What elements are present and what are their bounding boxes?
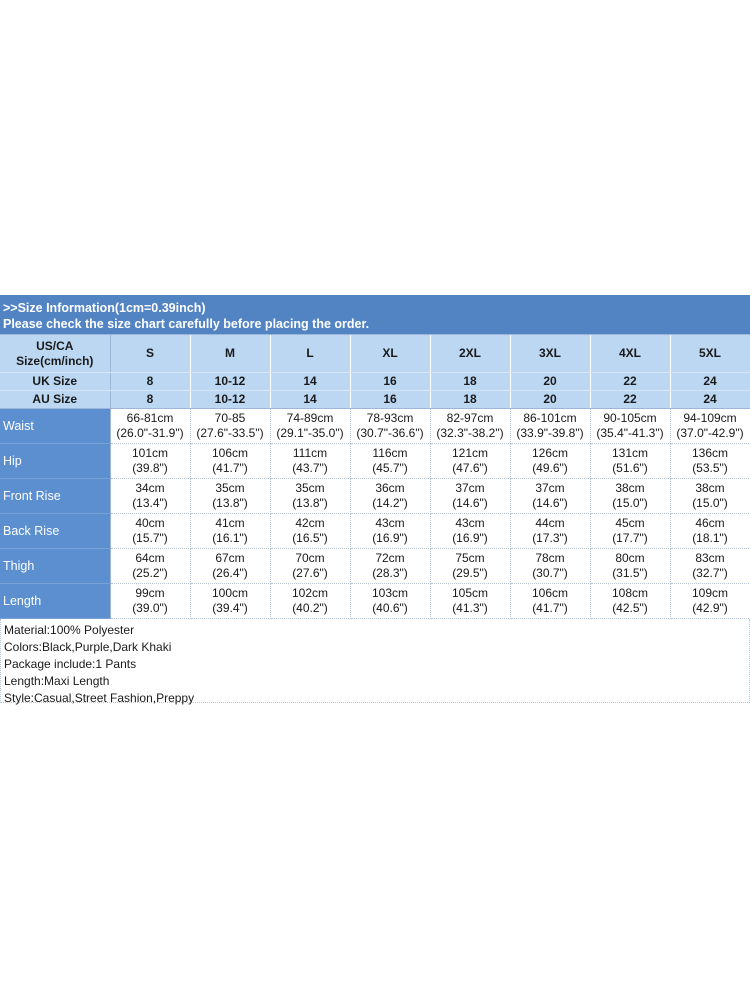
measurement-cell xyxy=(350,549,430,584)
cm-value: 90-105cm xyxy=(603,411,657,425)
uk-size-0: 8 xyxy=(110,373,190,391)
measurement-cell xyxy=(110,444,190,479)
cm-value: 108cm xyxy=(611,586,649,600)
inch-value: (43.7") xyxy=(292,461,328,475)
inch-value: (14.2") xyxy=(372,496,408,510)
inch-value: (27.6") xyxy=(292,566,328,580)
inch-value: (29.1"-35.0") xyxy=(276,426,344,440)
cm-value: 105cm xyxy=(451,586,489,600)
cm-value: 66-81cm xyxy=(126,411,174,425)
cm-value: 74-89cm xyxy=(286,411,334,425)
measurement-cell xyxy=(430,514,510,549)
measurement-cell xyxy=(430,444,510,479)
inch-value: (45.7") xyxy=(372,461,408,475)
inch-value: (16.9") xyxy=(452,531,488,545)
inch-value: (16.1") xyxy=(212,531,248,545)
inch-value: (32.7") xyxy=(692,566,728,580)
uk-size-7: 24 xyxy=(670,373,750,391)
cm-value: 101cm xyxy=(131,446,169,460)
info-line: Length:Maxi Length xyxy=(4,674,110,688)
cm-value: 41cm xyxy=(215,516,245,530)
cm-value: 44cm xyxy=(535,516,565,530)
cm-value: 43cm xyxy=(455,516,485,530)
inch-value: (32.3"-38.2") xyxy=(436,426,504,440)
inch-value: (14.6") xyxy=(452,496,488,510)
inch-value: (15.7") xyxy=(132,531,168,545)
cm-value: 43cm xyxy=(375,516,405,530)
au-size-2: 14 xyxy=(270,391,350,409)
us-size-1: M xyxy=(190,335,270,373)
inch-value: (33.9"-39.8") xyxy=(516,426,584,440)
measurement-cell xyxy=(670,549,750,584)
inch-value: (27.6"-33.5") xyxy=(196,426,264,440)
measurement-cell xyxy=(510,444,590,479)
inch-value: (40.2") xyxy=(292,601,328,615)
info-line: Package include:1 Pants xyxy=(4,657,137,671)
us-size-3: XL xyxy=(350,335,430,373)
au-size-label: AU Size xyxy=(0,391,110,409)
uk-size-label: UK Size xyxy=(0,373,110,391)
measurement-cell xyxy=(270,584,350,619)
cm-value: 46cm xyxy=(695,516,725,530)
inch-value: (26.4") xyxy=(212,566,248,580)
inch-value: (17.7") xyxy=(612,531,648,545)
measurement-cell xyxy=(350,514,430,549)
size-info-banner xyxy=(0,295,750,335)
au-size-3: 16 xyxy=(350,391,430,409)
uk-size-header-row xyxy=(0,373,750,391)
inch-value: (29.5") xyxy=(452,566,488,580)
measurement-label: Hip xyxy=(0,444,110,479)
measurement-cell xyxy=(510,549,590,584)
inch-value: (53.5") xyxy=(692,461,728,475)
cm-value: 116cm xyxy=(372,446,408,460)
us-size-5: 3XL xyxy=(510,335,590,373)
us-size-7: 5XL xyxy=(670,335,750,373)
measurement-cell xyxy=(270,444,350,479)
cm-value: 94-109cm xyxy=(683,411,737,425)
inch-value: (13.8") xyxy=(212,496,248,510)
measurement-cell xyxy=(110,479,190,514)
cm-value: 86-101cm xyxy=(523,411,577,425)
inch-value: (25.2") xyxy=(132,566,168,580)
measurement-cell xyxy=(590,409,670,444)
cm-value: 106cm xyxy=(531,586,569,600)
inch-value: (18.1") xyxy=(692,531,728,545)
measurement-cell xyxy=(430,409,510,444)
measurement-row xyxy=(0,479,750,514)
cm-value: 131cm xyxy=(611,446,649,460)
measurement-cell xyxy=(670,444,750,479)
au-size-0: 8 xyxy=(110,391,190,409)
measurement-label: Waist xyxy=(0,409,110,444)
uk-size-1: 10-12 xyxy=(190,373,270,391)
inch-value: (30.7"-36.6") xyxy=(356,426,424,440)
inch-value: (42.5") xyxy=(612,601,648,615)
measurement-label: Back Rise xyxy=(0,514,110,549)
measurement-cell xyxy=(350,479,430,514)
measurement-cell xyxy=(590,479,670,514)
measurement-cell xyxy=(510,409,590,444)
uk-size-6: 22 xyxy=(590,373,670,391)
cm-value: 35cm xyxy=(295,481,325,495)
cm-value: 111cm xyxy=(292,446,328,460)
inch-value: (31.5") xyxy=(612,566,648,580)
measurement-cell xyxy=(190,584,270,619)
measurement-cell xyxy=(350,584,430,619)
au-size-1: 10-12 xyxy=(190,391,270,409)
measurement-cell xyxy=(110,514,190,549)
inch-value: (15.0") xyxy=(612,496,648,510)
inch-value: (41.3") xyxy=(452,601,488,615)
measurement-cell xyxy=(510,514,590,549)
inch-value: (37.0"-42.9") xyxy=(676,426,744,440)
measurement-cell xyxy=(670,584,750,619)
inch-value: (40.6") xyxy=(372,601,408,615)
measurement-cell xyxy=(110,409,190,444)
inch-value: (41.7") xyxy=(532,601,568,615)
measurement-cell xyxy=(110,584,190,619)
us-size-2: L xyxy=(270,335,350,373)
measurement-label: Length xyxy=(0,584,110,619)
au-size-6: 22 xyxy=(590,391,670,409)
inch-value: (41.7") xyxy=(212,461,248,475)
measurement-cell xyxy=(430,549,510,584)
cm-value: 121cm xyxy=(451,446,489,460)
cm-value: 64cm xyxy=(135,551,165,565)
measurement-cell xyxy=(270,479,350,514)
uk-size-2: 14 xyxy=(270,373,350,391)
cm-value: 42cm xyxy=(295,516,325,530)
inch-value: (13.4") xyxy=(132,496,168,510)
cm-value: 67cm xyxy=(215,551,245,565)
info-line: Style:Casual,Street Fashion,Preppy xyxy=(4,691,195,705)
us-size-label xyxy=(0,335,110,373)
au-size-7: 24 xyxy=(670,391,750,409)
banner-title: >>Size Information(1cm=0.39inch) xyxy=(3,301,206,315)
measurement-cell xyxy=(430,584,510,619)
info-line: Colors:Black,Purple,Dark Khaki xyxy=(4,640,172,654)
cm-value: 103cm xyxy=(371,586,409,600)
inch-value: (16.9") xyxy=(372,531,408,545)
measurement-cell xyxy=(670,409,750,444)
us-size-6: 4XL xyxy=(590,335,670,373)
cm-value: 70-85 xyxy=(214,411,246,425)
uk-size-3: 16 xyxy=(350,373,430,391)
inch-value: (13.8") xyxy=(292,496,328,510)
au-size-header-row xyxy=(0,391,750,409)
inch-value: (17.3") xyxy=(532,531,568,545)
us-size-label-line1: US/CA xyxy=(36,338,74,353)
cm-value: 35cm xyxy=(215,481,245,495)
measurement-cell xyxy=(430,479,510,514)
cm-value: 34cm xyxy=(135,481,165,495)
measurement-cell xyxy=(270,409,350,444)
inch-value: (30.7") xyxy=(532,566,568,580)
inch-value: (15.0") xyxy=(692,496,728,510)
measurement-cell xyxy=(190,444,270,479)
measurement-row xyxy=(0,514,750,549)
cm-value: 109cm xyxy=(691,586,729,600)
cm-value: 102cm xyxy=(291,586,329,600)
inch-value: (39.8") xyxy=(132,461,168,475)
measurement-label: Front Rise xyxy=(0,479,110,514)
inch-value: (42.9") xyxy=(692,601,728,615)
cm-value: 75cm xyxy=(455,551,485,565)
cm-value: 37cm xyxy=(455,481,485,495)
measurement-cell xyxy=(590,584,670,619)
inch-value: (49.6") xyxy=(532,461,568,475)
inch-value: (28.3") xyxy=(372,566,408,580)
cm-value: 40cm xyxy=(135,516,165,530)
measurement-cell xyxy=(270,549,350,584)
inch-value: (39.4") xyxy=(212,601,248,615)
info-line: Material:100% Polyester xyxy=(4,623,135,637)
cm-value: 126cm xyxy=(531,446,569,460)
measurement-cell xyxy=(350,444,430,479)
measurement-cell xyxy=(670,514,750,549)
measurement-cell xyxy=(670,479,750,514)
measurement-cell xyxy=(350,409,430,444)
measurement-row xyxy=(0,409,750,444)
measurement-row xyxy=(0,584,750,619)
au-size-5: 20 xyxy=(510,391,590,409)
us-size-label-line2: Size(cm/inch) xyxy=(16,353,94,368)
cm-value: 72cm xyxy=(375,551,405,565)
measurement-cell xyxy=(190,479,270,514)
cm-value: 36cm xyxy=(375,481,405,495)
inch-value: (39.0") xyxy=(132,601,168,615)
cm-value: 83cm xyxy=(695,551,725,565)
inch-value: (14.6") xyxy=(532,496,568,510)
cm-value: 100cm xyxy=(211,586,249,600)
inch-value: (35.4"-41.3") xyxy=(596,426,664,440)
cm-value: 70cm xyxy=(295,551,325,565)
measurement-row xyxy=(0,444,750,479)
inch-value: (16.5") xyxy=(292,531,328,545)
cm-value: 38cm xyxy=(615,481,645,495)
cm-value: 37cm xyxy=(535,481,565,495)
measurement-row xyxy=(0,549,750,584)
cm-value: 38cm xyxy=(695,481,725,495)
banner-note: Please check the size chart carefully before placing the order. xyxy=(3,317,370,331)
uk-size-4: 18 xyxy=(430,373,510,391)
measurement-cell xyxy=(510,479,590,514)
measurement-cell xyxy=(190,514,270,549)
measurement-cell xyxy=(590,444,670,479)
cm-value: 80cm xyxy=(615,551,645,565)
product-info xyxy=(0,619,750,703)
cm-value: 106cm xyxy=(211,446,249,460)
au-size-4: 18 xyxy=(430,391,510,409)
measurement-cell xyxy=(110,549,190,584)
measurement-label: Thigh xyxy=(0,549,110,584)
measurement-cell xyxy=(190,409,270,444)
measurement-cell xyxy=(190,549,270,584)
inch-value: (51.6") xyxy=(612,461,648,475)
us-size-header-row xyxy=(0,335,750,373)
inch-value: (47.6") xyxy=(452,461,488,475)
cm-value: 78cm xyxy=(535,551,565,565)
us-size-4: 2XL xyxy=(430,335,510,373)
uk-size-5: 20 xyxy=(510,373,590,391)
measurement-cell xyxy=(590,549,670,584)
cm-value: 82-97cm xyxy=(446,411,494,425)
measurement-cell xyxy=(510,584,590,619)
measurement-cell xyxy=(270,514,350,549)
size-chart xyxy=(0,295,750,703)
cm-value: 78-93cm xyxy=(366,411,414,425)
cm-value: 136cm xyxy=(691,446,729,460)
cm-value: 99cm xyxy=(135,586,165,600)
measurement-cell xyxy=(590,514,670,549)
cm-value: 45cm xyxy=(615,516,645,530)
size-table xyxy=(0,335,750,619)
inch-value: (26.0"-31.9") xyxy=(116,426,184,440)
us-size-0: S xyxy=(110,335,190,373)
